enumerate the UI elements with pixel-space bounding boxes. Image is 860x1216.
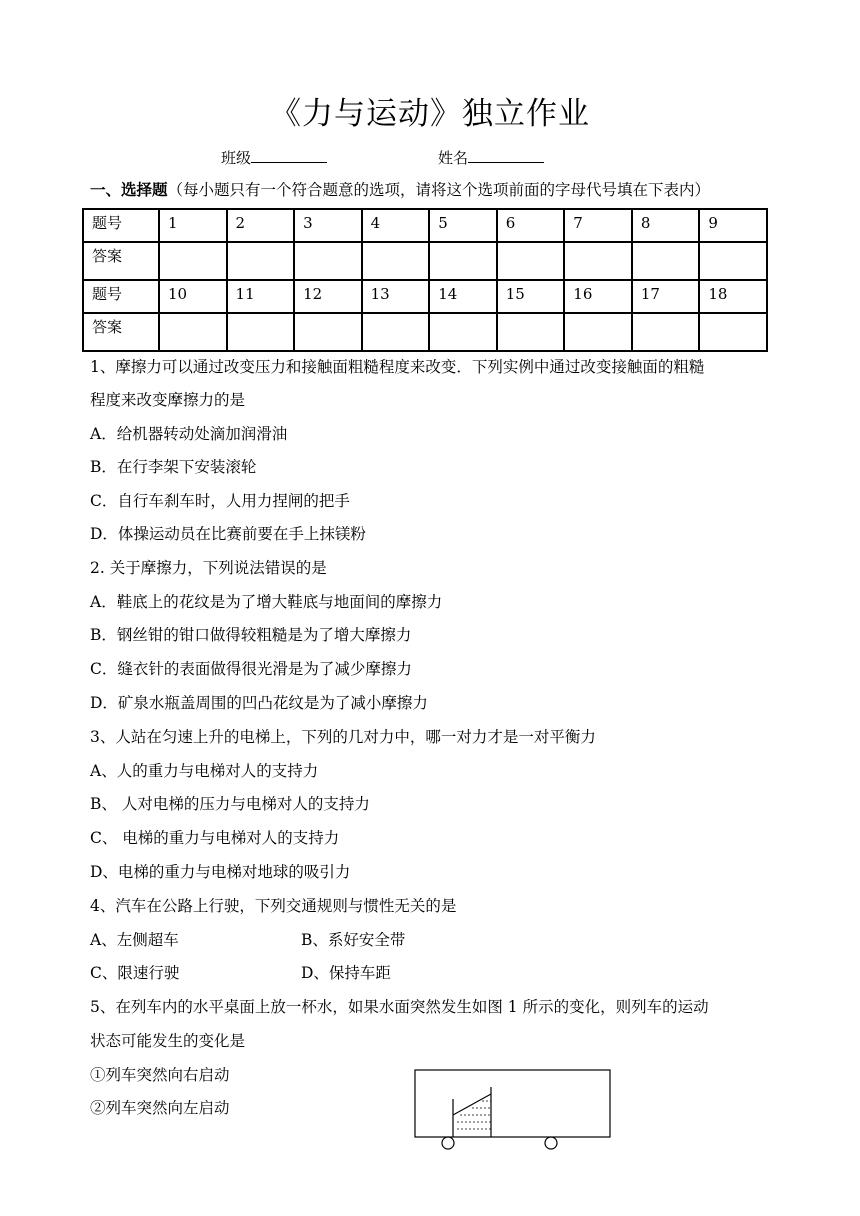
question-1-stem: 1、摩擦力可以通过改变压力和接触面粗糙程度来改变．下列实例中通过改变接触面的粗糙 xyxy=(90,358,705,376)
question-2-option-c: C．缝衣针的表面做得很光滑是为了减少摩擦力 xyxy=(90,660,412,678)
class-blank[interactable] xyxy=(251,148,327,163)
right-wheel xyxy=(545,1137,557,1149)
question-number-cell: 1 xyxy=(159,209,227,242)
page-title: 《力与运动》独立作业 xyxy=(270,96,590,132)
answer-cell[interactable] xyxy=(294,313,362,351)
question-2-stem: 2. 关于摩擦力，下列说法错误的是 xyxy=(90,559,327,577)
question-4-option-a: A、左侧超车 xyxy=(90,931,179,949)
water-cup xyxy=(453,1087,491,1137)
row-header-answer: 答案 xyxy=(83,242,159,280)
class-label: 班级 xyxy=(221,149,252,167)
question-3-option-a: A、人的重力与电梯对人的支持力 xyxy=(90,762,319,780)
train-car-body xyxy=(415,1070,610,1137)
answer-cell[interactable] xyxy=(227,313,295,351)
answer-cell[interactable] xyxy=(362,242,430,280)
question-number-cell: 12 xyxy=(294,280,362,313)
question-5-stem: 5、在列车内的水平桌面上放一杯水，如果水面突然发生如图 1 所示的变化，则列车的运动 xyxy=(90,998,709,1016)
section-instruction: （每小题只有一个符合题意的选项，请将这个选项前面的字母代号填在下表内） xyxy=(167,181,711,199)
answer-table xyxy=(82,208,768,352)
table-row xyxy=(83,280,767,313)
left-wheel xyxy=(442,1137,454,1149)
answer-cell[interactable] xyxy=(429,313,497,351)
question-number-cell: 5 xyxy=(429,209,497,242)
question-3-stem: 3、人站在匀速上升的电梯上，下列的几对力中，哪一对力才是一对平衡力 xyxy=(90,728,596,746)
question-number-cell: 11 xyxy=(227,280,295,313)
answer-cell[interactable] xyxy=(362,313,430,351)
section-heading xyxy=(90,178,710,200)
answer-cell[interactable] xyxy=(159,313,227,351)
answer-cell[interactable] xyxy=(564,313,632,351)
answer-cell[interactable] xyxy=(632,313,700,351)
question-4-stem: 4、汽车在公路上行驶，下列交通规则与惯性无关的是 xyxy=(90,897,457,915)
question-2-option-d: D．矿泉水瓶盖周围的凹凸花纹是为了减小摩擦力 xyxy=(90,694,428,712)
question-2-option-b: B．钢丝钳的钳口做得较粗糙是为了增大摩擦力 xyxy=(90,626,412,644)
row-header-answer: 答案 xyxy=(83,313,159,351)
question-5-option-2: ②列车突然向左启动 xyxy=(90,1099,230,1117)
question-5-stem-continued: 状态可能发生的变化是 xyxy=(90,1032,246,1050)
question-3-option-b: B、 人对电梯的压力与电梯对人的支持力 xyxy=(90,795,370,813)
answer-cell[interactable] xyxy=(497,313,565,351)
question-number-cell: 15 xyxy=(497,280,565,313)
question-number-cell: 14 xyxy=(429,280,497,313)
question-number-cell: 10 xyxy=(159,280,227,313)
answer-cell[interactable] xyxy=(159,242,227,280)
answer-cell[interactable] xyxy=(294,242,362,280)
train-cup-figure xyxy=(410,1064,616,1154)
question-1-option-a: A．给机器转动处滴加润滑油 xyxy=(90,425,288,443)
answer-cell[interactable] xyxy=(227,242,295,280)
class-field xyxy=(221,147,327,168)
question-number-cell: 16 xyxy=(564,280,632,313)
answer-cell[interactable] xyxy=(699,242,767,280)
question-4-option-d: D、保持车距 xyxy=(301,964,391,982)
answer-cell[interactable] xyxy=(564,242,632,280)
question-1-option-c: C．自行车刹车时，人用力捏闸的把手 xyxy=(90,492,350,510)
question-number-cell: 6 xyxy=(497,209,565,242)
question-number-cell: 4 xyxy=(362,209,430,242)
question-number-cell: 7 xyxy=(564,209,632,242)
table-row xyxy=(83,209,767,242)
name-label: 姓名 xyxy=(438,149,469,167)
name-field xyxy=(438,147,544,168)
row-header-number: 题号 xyxy=(83,280,159,313)
answer-cell[interactable] xyxy=(632,242,700,280)
question-5-option-1: ①列车突然向右启动 xyxy=(90,1066,230,1084)
table-row xyxy=(83,313,767,351)
question-number-cell: 17 xyxy=(632,280,700,313)
question-number-cell: 13 xyxy=(362,280,430,313)
question-3-option-d: D、电梯的重力与电梯对地球的吸引力 xyxy=(90,863,351,881)
question-number-cell: 3 xyxy=(294,209,362,242)
question-4-option-c: C、限速行驶 xyxy=(90,964,180,982)
question-3-option-c: C、 电梯的重力与电梯对人的支持力 xyxy=(90,829,340,847)
row-header-number: 题号 xyxy=(83,209,159,242)
question-number-cell: 9 xyxy=(699,209,767,242)
answer-cell[interactable] xyxy=(699,313,767,351)
answer-cell[interactable] xyxy=(429,242,497,280)
tilted-water-surface xyxy=(453,1094,491,1115)
name-blank[interactable] xyxy=(468,148,544,163)
question-number-cell: 18 xyxy=(699,280,767,313)
section-title: 一、选择题 xyxy=(90,181,168,199)
question-1-stem-continued: 程度来改变摩擦力的是 xyxy=(90,391,246,409)
question-number-cell: 2 xyxy=(227,209,295,242)
question-4-option-b: B、系好安全带 xyxy=(301,931,406,949)
question-1-option-d: D．体操运动员在比赛前要在手上抹镁粉 xyxy=(90,525,366,543)
question-number-cell: 8 xyxy=(632,209,700,242)
table-row xyxy=(83,242,767,280)
question-1-option-b: B．在行李架下安装滚轮 xyxy=(90,458,257,476)
question-2-option-a: A．鞋底上的花纹是为了增大鞋底与地面间的摩擦力 xyxy=(90,593,443,611)
answer-cell[interactable] xyxy=(497,242,565,280)
